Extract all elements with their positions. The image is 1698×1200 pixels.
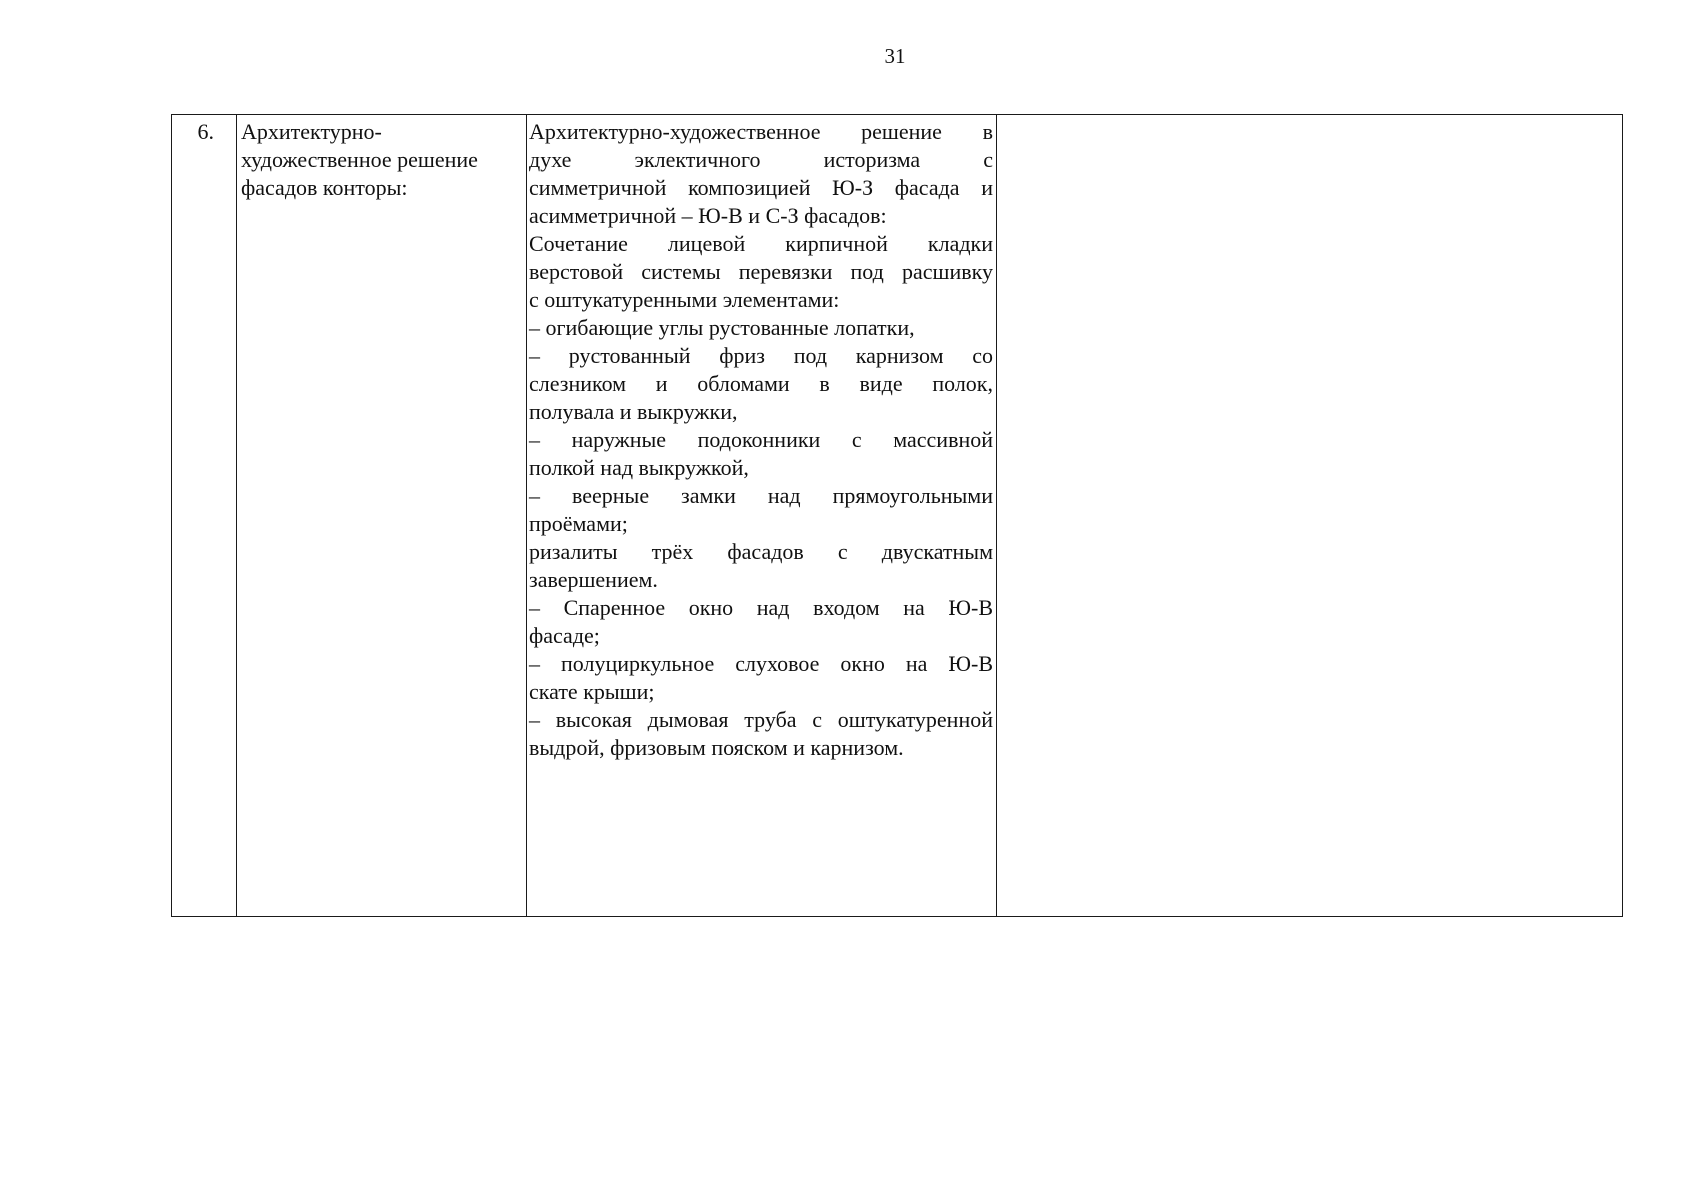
- description-line: полувала и выкружки,: [529, 399, 738, 424]
- description-line: – веерные замки над прямоугольными: [529, 483, 993, 508]
- description-line: духе эклектичного историзма с: [529, 147, 993, 172]
- description-line: верстовой системы перевязки под расшивку: [529, 259, 993, 284]
- table-row: [172, 115, 1623, 917]
- description-cell: [527, 115, 997, 917]
- description-line: – рустованный фриз под карнизом со: [529, 343, 993, 368]
- page-number: 31: [884, 44, 906, 68]
- description-line: симметричной композицией Ю-З фасада и: [529, 175, 993, 200]
- description-line: фасаде;: [529, 623, 600, 648]
- description-line: – наружные подоконники с массивной: [529, 427, 993, 452]
- element-name-line: фасадов конторы:: [241, 175, 408, 200]
- description-line: проёмами;: [529, 511, 628, 536]
- description-line: – Спаренное окно над входом на Ю-В: [529, 595, 993, 620]
- element-name-line: Архитектурно-: [241, 119, 382, 144]
- description-line: завершением.: [529, 567, 658, 592]
- description-line: слезником и обломами в виде полок,: [529, 371, 993, 396]
- description-line: Архитектурно-художественное решение в: [529, 119, 993, 144]
- row-index-cell: [172, 115, 237, 917]
- description-line: – высокая дымовая труба с оштукатуренной: [529, 707, 993, 732]
- element-name-cell: [237, 115, 527, 917]
- description-line: – огибающие углы рустованные лопатки,: [529, 315, 915, 340]
- description-line: полкой над выкружкой,: [529, 455, 749, 480]
- description-line: выдрой, фризовым пояском и карнизом.: [529, 735, 904, 760]
- description-line: – полуциркульное слуховое окно на Ю-В: [529, 651, 993, 676]
- description-line: ризалиты трёх фасадов с двускатным: [529, 539, 993, 564]
- description-line: скате крыши;: [529, 679, 655, 704]
- document-table: [171, 114, 1623, 917]
- description-line: асимметричной – Ю-В и С-З фасадов:: [529, 203, 887, 228]
- element-name-line: художественное решение: [241, 147, 478, 172]
- notes-cell: [997, 115, 1623, 917]
- row-index: 6.: [197, 119, 214, 144]
- description-line: с оштукатуренными элементами:: [529, 287, 840, 312]
- description-line: Сочетание лицевой кирпичной кладки: [529, 231, 993, 256]
